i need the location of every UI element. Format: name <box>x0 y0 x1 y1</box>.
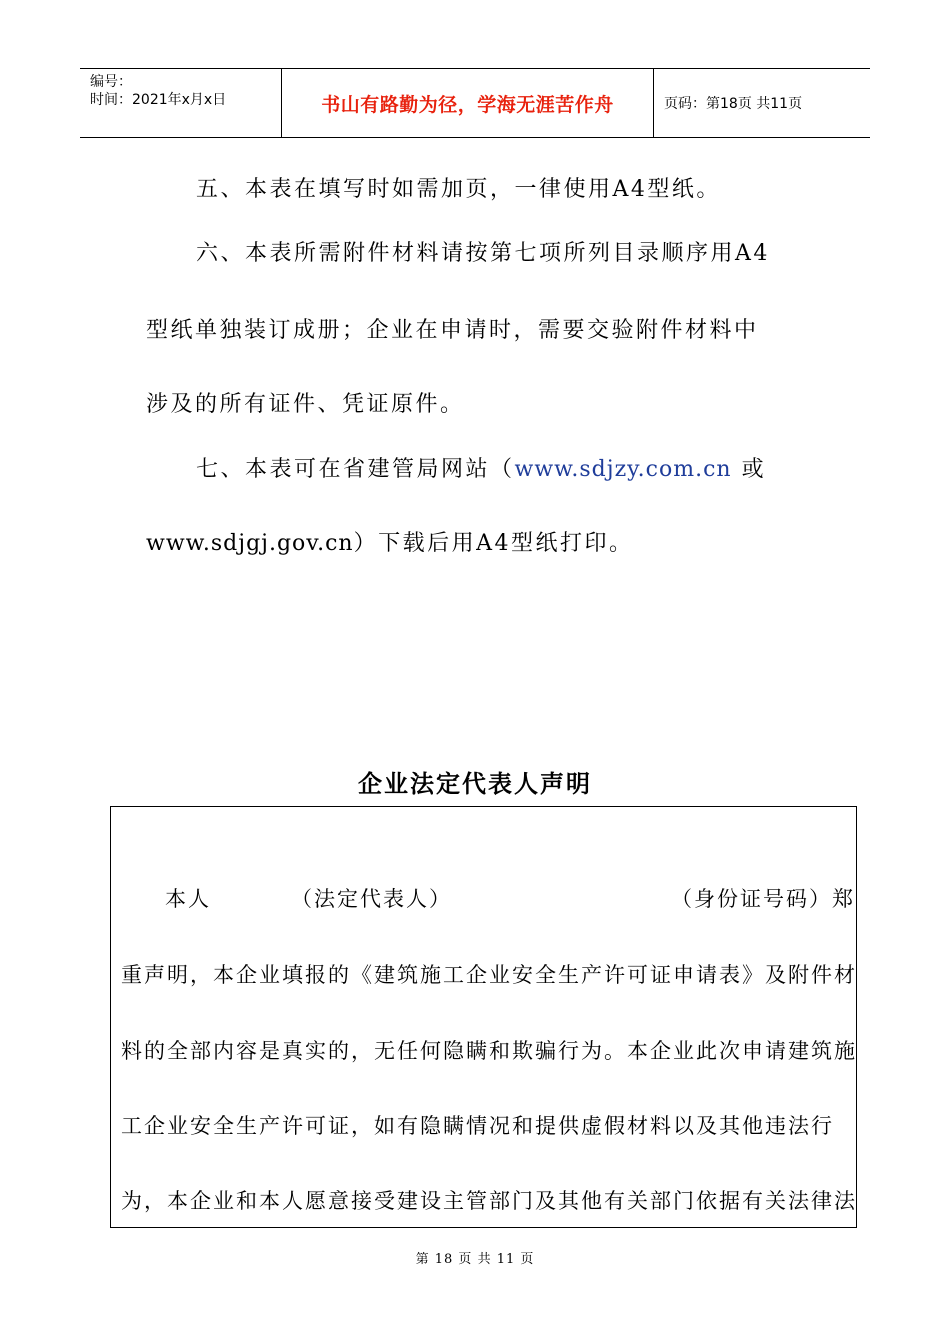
declaration-title: 企业法定代表人声明 <box>358 770 592 798</box>
time-label: 时间：2021年x月x日 <box>90 92 227 108</box>
header-table <box>80 68 870 138</box>
item-7-tail: ）下载后用A4型纸打印。 <box>353 531 634 556</box>
declaration-line-5: 为，本企业和本人愿意接受建设主管部门及其他有关部门依据有关法律法 <box>121 1189 857 1213</box>
item-7-line-2 <box>146 526 810 557</box>
item-5: 五、本表在填写时如需加页，一律使用A4型纸。 <box>196 177 721 202</box>
item-6-line-1: 六、本表所需附件材料请按第七项所列目录顺序用A4 <box>196 241 770 266</box>
item-7-or: 或 <box>741 457 767 482</box>
declaration-line-1a: 本人 <box>165 887 211 911</box>
header-page-info: 页码：第18页 共11页 <box>664 96 803 112</box>
declaration-line-4: 工企业安全生产许可证，如有隐瞒情况和提供虚假材料以及其他违法行 <box>121 1114 834 1138</box>
item-7-line-1 <box>196 452 860 483</box>
header-motto: 书山有路勤为径，学海无涯苦作舟 <box>282 69 654 137</box>
item-6-line-2: 型纸单独装订成册；企业在申请时，需要交验附件材料中 <box>146 318 759 343</box>
header-left-cell <box>80 69 282 137</box>
number-label: 编号： <box>90 74 132 90</box>
declaration-line-2: 重声明，本企业填报的《建筑施工企业安全生产许可证申请表》及附件材 <box>121 963 857 987</box>
declaration-box <box>110 806 857 1228</box>
website-link-1[interactable]: www.sdjzy.com.cn <box>514 457 732 482</box>
page-footer: 第 18 页 共 11 页 <box>415 1252 535 1267</box>
declaration-line-3: 料的全部内容是真实的，无任何隐瞒和欺骗行为。本企业此次申请建筑施 <box>121 1039 857 1063</box>
item-7-prefix: 七、本表可在省建管局网站（ <box>196 457 515 482</box>
item-6-line-3: 涉及的所有证件、凭证原件。 <box>146 392 465 417</box>
website-link-2[interactable]: www.sdjgj.gov.cn <box>146 531 354 556</box>
declaration-line-1c: （身份证号码）郑 <box>671 887 855 911</box>
declaration-line-1b: （法定代表人） <box>291 887 452 911</box>
